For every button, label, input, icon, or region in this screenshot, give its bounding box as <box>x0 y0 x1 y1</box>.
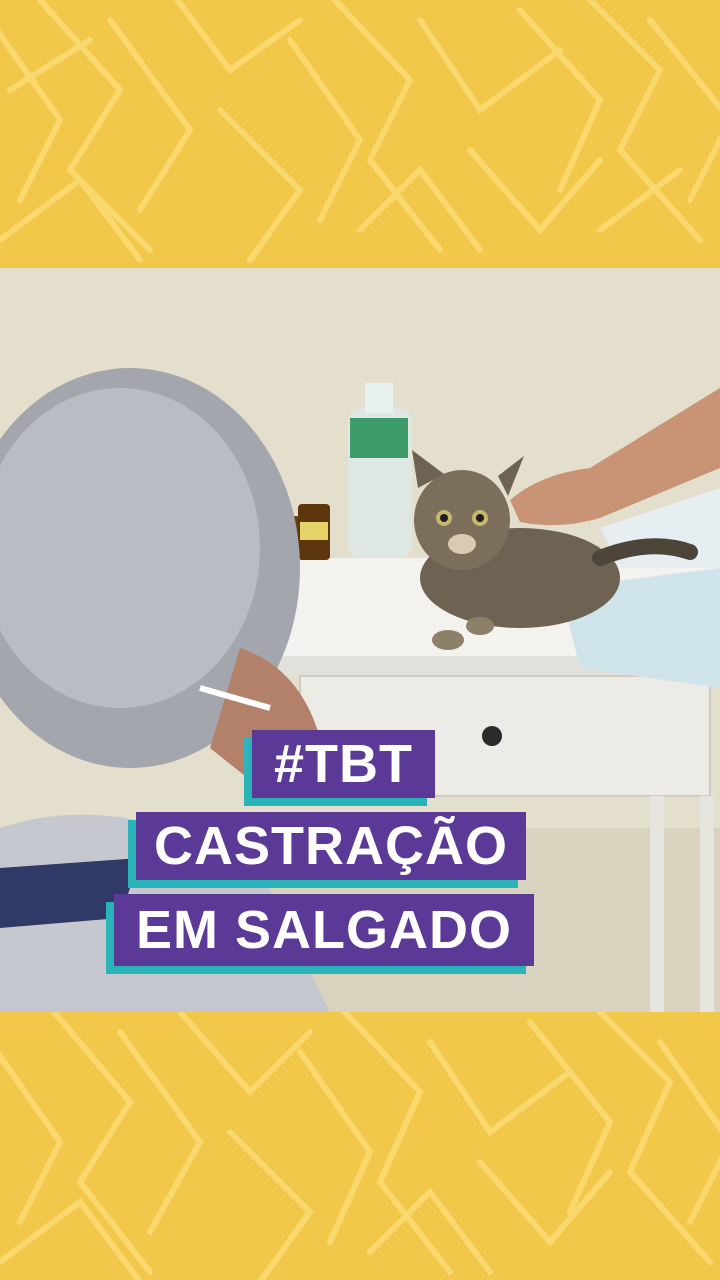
top-pattern <box>0 0 720 268</box>
caption-line-castracao-text: CASTRAÇÃO <box>154 816 508 876</box>
bottom-pattern-band <box>0 1012 720 1280</box>
top-pattern-band <box>0 0 720 268</box>
caption-line-location-text: EM SALGADO <box>136 900 513 960</box>
caption-line-castracao <box>136 812 526 880</box>
bottom-pattern <box>0 1012 720 1280</box>
caption-line-location <box>114 894 534 966</box>
caption-hashtag <box>252 730 435 798</box>
caption-hashtag-text: #TBT <box>274 734 413 794</box>
